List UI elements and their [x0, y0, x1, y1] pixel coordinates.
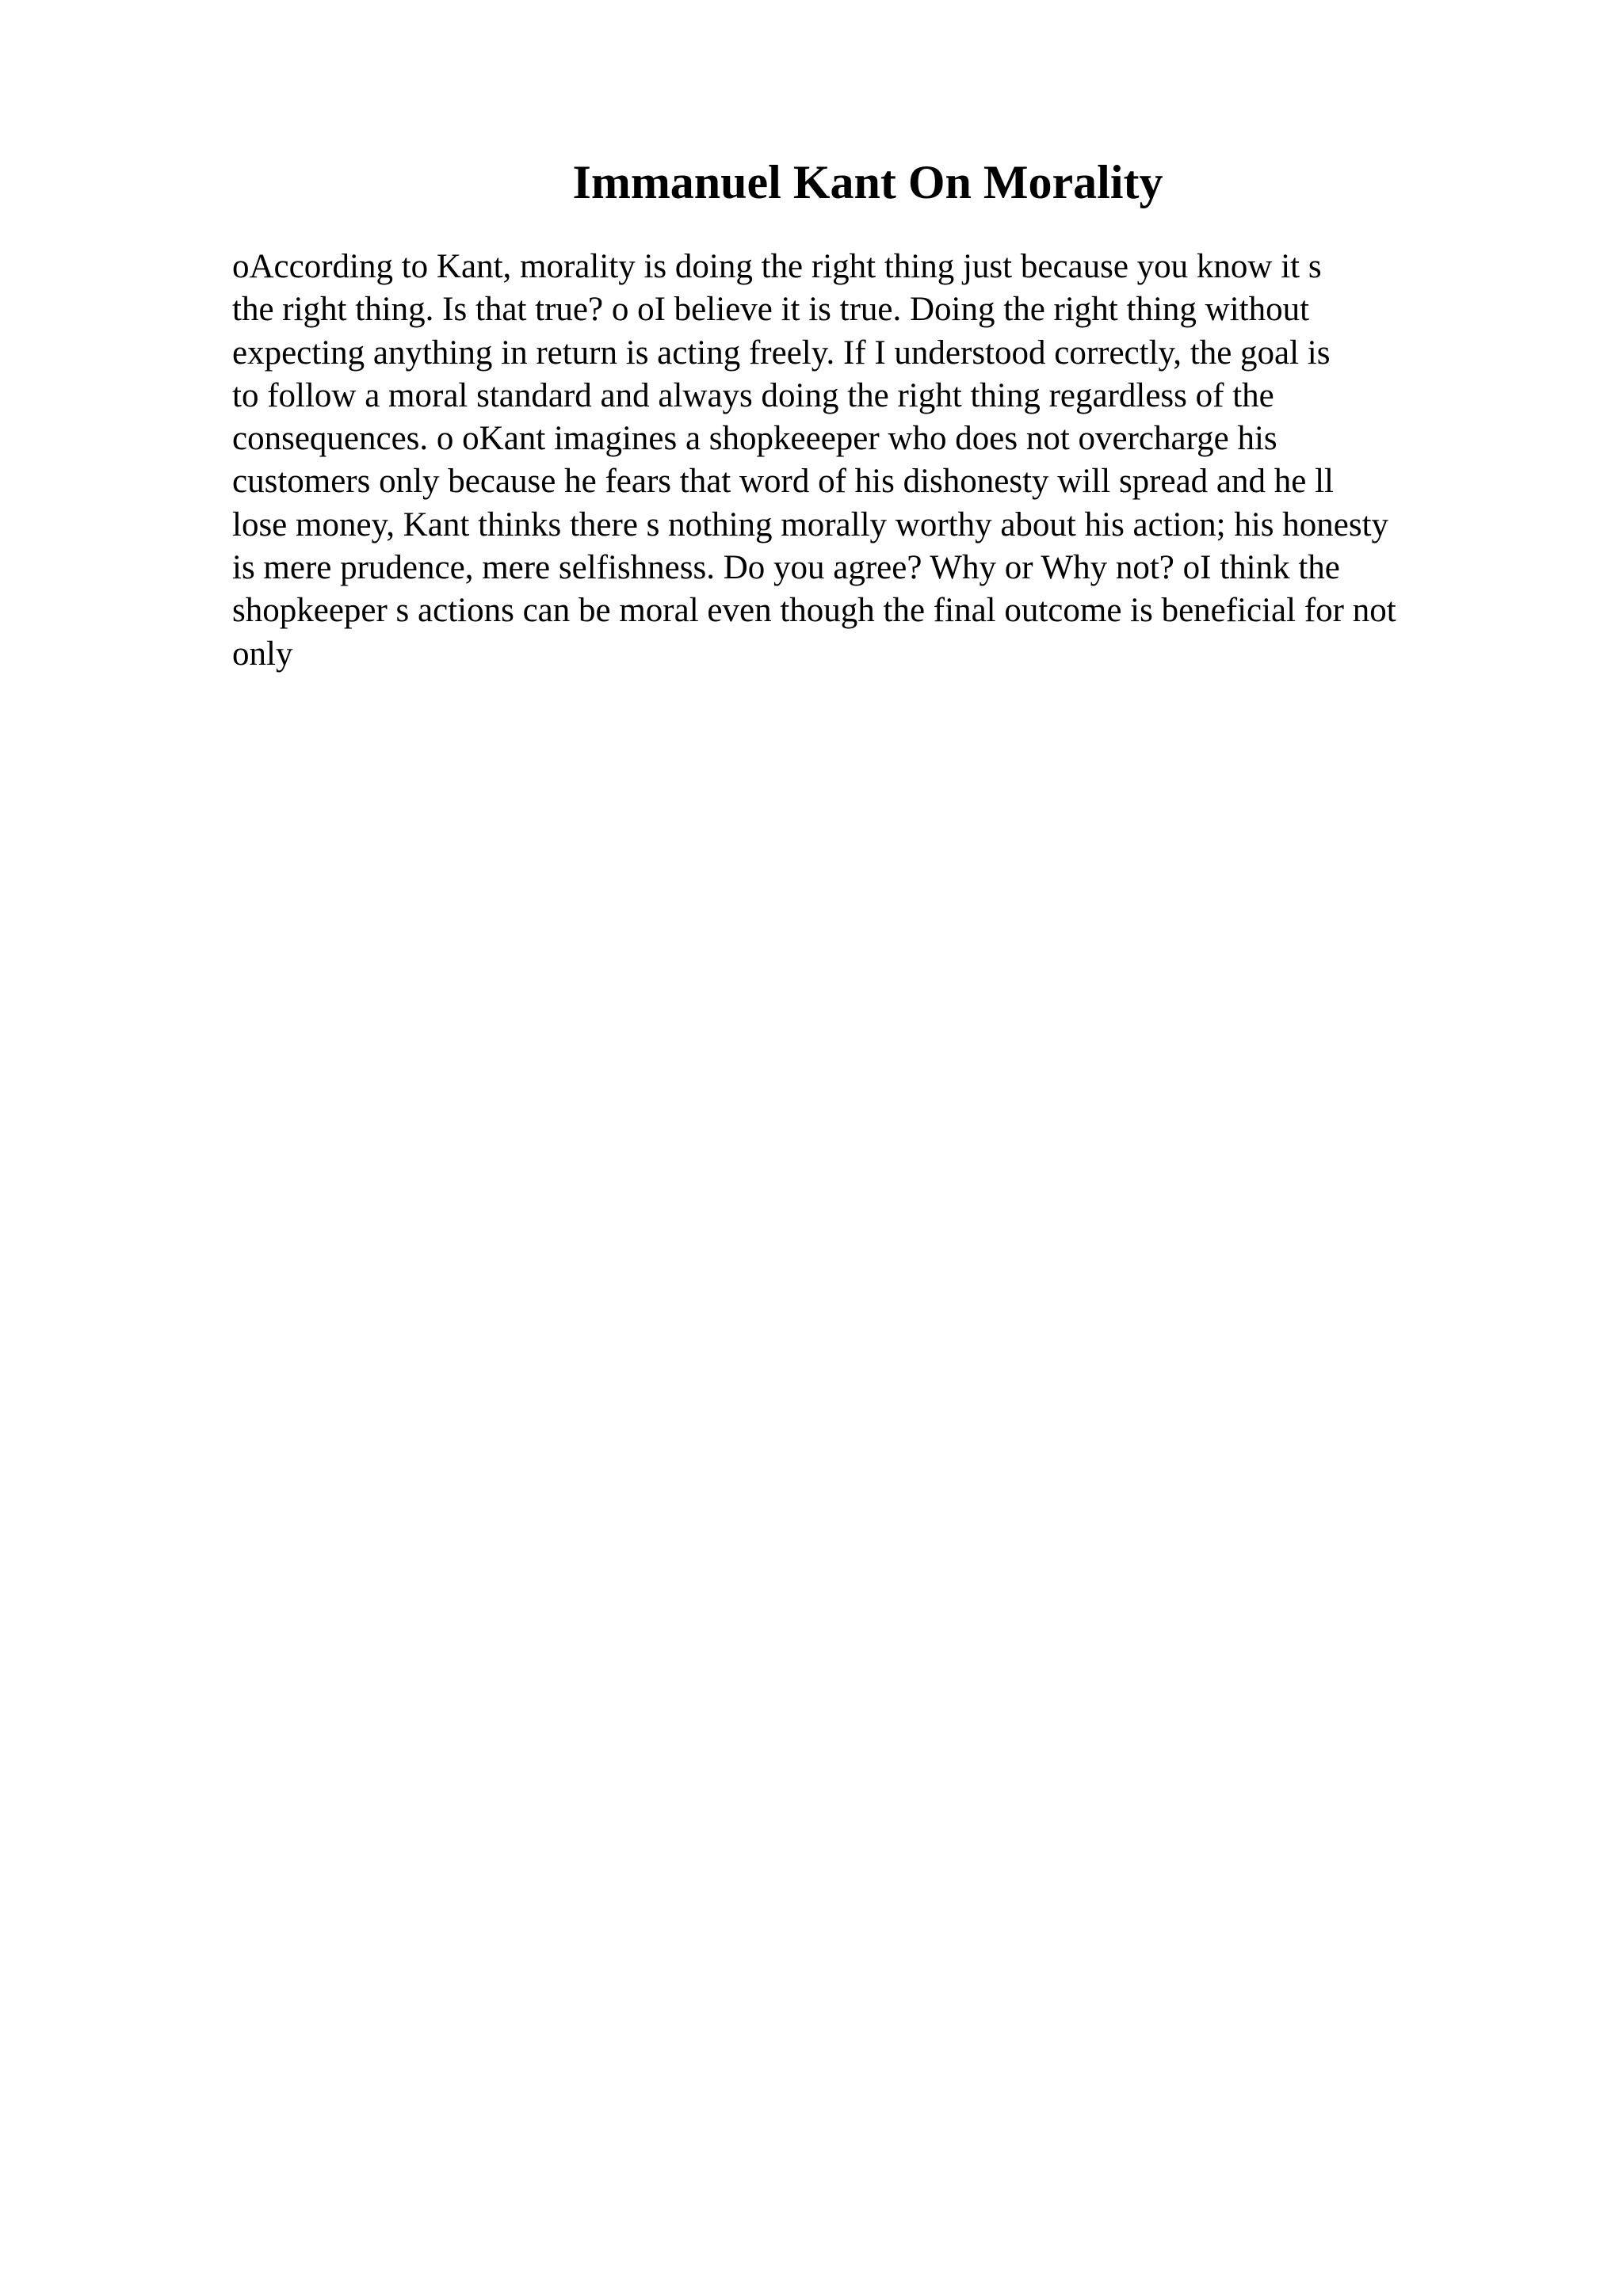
- text-line: shopkeeper s actions can be moral even though the final outcome is beneficial for not: [232, 592, 1396, 630]
- text-line: expecting anything in return is acting freely. If I understood correctly, the goal is: [232, 334, 1331, 372]
- text-line: lose money, Kant thinks there s nothing morally worthy about his action; his honesty: [232, 505, 1389, 543]
- page-title: Immanuel Kant On Morality: [572, 156, 1163, 208]
- text-line: consequences. o oKant imagines a shopkeeeper who does not overcharge his: [232, 420, 1277, 458]
- text-line: customers only because he fears that word of his dishonesty will spread and he ll: [232, 463, 1334, 501]
- body-paragraph: [232, 246, 1516, 676]
- text-line: is mere prudence, mere selfishness. Do you agree? Why or Why not? oI think the: [232, 549, 1340, 587]
- text-line: oAccording to Kant, morality is doing the right thing just because you know it s: [232, 248, 1322, 285]
- text-line: only: [232, 635, 293, 673]
- text-line: the right thing. Is that true? o oI believe it is true. Doing the right thing without: [232, 291, 1310, 329]
- text-line: to follow a moral standard and always doing the right thing regardless of the: [232, 376, 1274, 414]
